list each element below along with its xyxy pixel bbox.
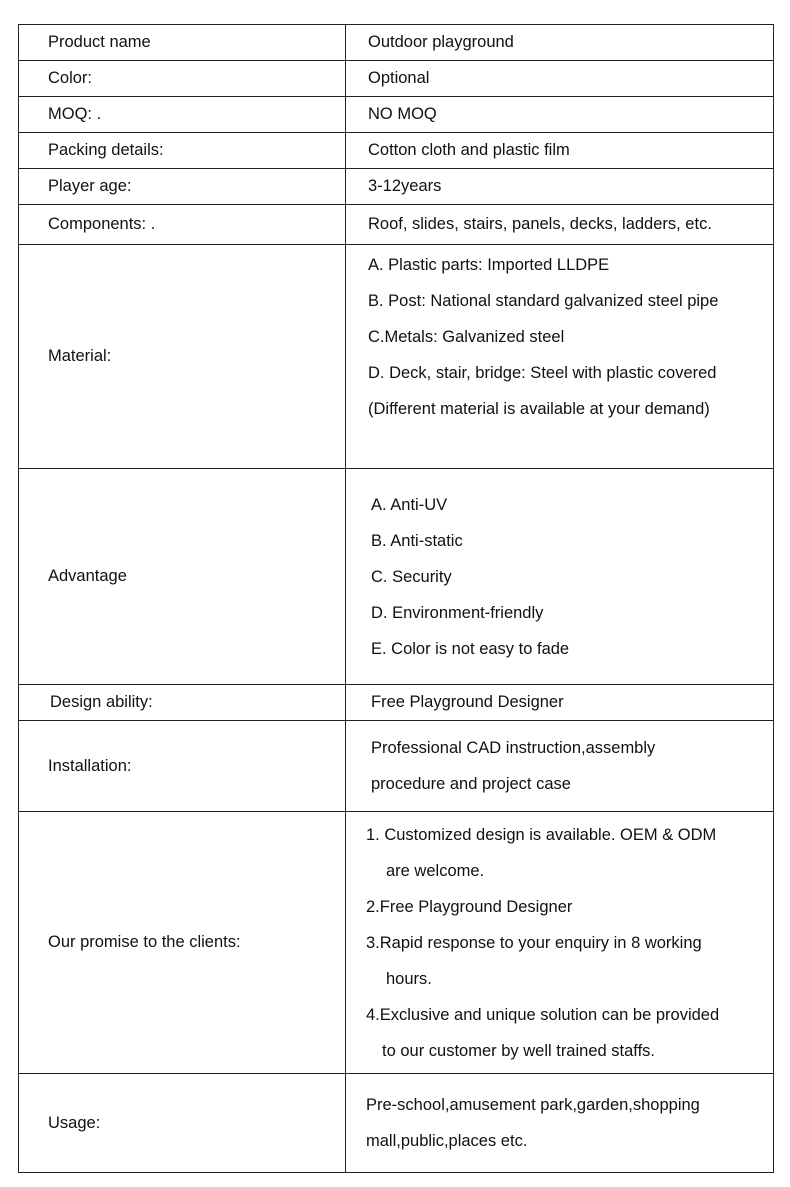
material-line: A. Plastic parts: Imported LLDPE <box>368 256 610 274</box>
table-row <box>19 205 774 245</box>
table-row <box>19 169 774 205</box>
row-label: Material: <box>19 245 346 469</box>
row-label: Usage: <box>19 1074 346 1173</box>
promise-line: 1. Customized design is available. OEM & ODM <box>366 825 717 844</box>
promise-line: 3.Rapid response to your enquiry in 8 working <box>366 933 702 952</box>
row-value <box>346 245 774 469</box>
row-label: Product name <box>19 25 346 61</box>
row-label: Player age: <box>19 169 346 205</box>
material-line: (Different material is available at your demand) <box>368 400 710 418</box>
installation-line: Professional CAD instruction,assembly <box>371 739 656 757</box>
row-label: MOQ: . <box>19 97 346 133</box>
row-value: Optional <box>346 61 774 97</box>
promise-line: are welcome. <box>386 861 485 880</box>
material-line: B. Post: National standard galvanized steel pipe <box>368 292 719 310</box>
row-label: Color: <box>19 61 346 97</box>
table-row <box>19 133 774 169</box>
row-label: Packing details: <box>19 133 346 169</box>
row-value <box>346 812 774 1074</box>
table-row <box>19 245 774 469</box>
row-value: Roof, slides, stairs, panels, decks, ladders, etc. <box>346 205 774 245</box>
usage-line: Pre-school,amusement park,garden,shopping <box>366 1096 700 1114</box>
product-spec-table <box>18 24 774 1173</box>
row-value: Cotton cloth and plastic film <box>346 133 774 169</box>
row-label: Components: . <box>19 205 346 245</box>
table-row <box>19 61 774 97</box>
promise-line: to our customer by well trained staffs. <box>382 1041 655 1060</box>
row-value <box>346 721 774 812</box>
promise-line: 4.Exclusive and unique solution can be provided <box>366 1005 720 1024</box>
row-label: Installation: <box>19 721 346 812</box>
promise-line: 2.Free Playground Designer <box>366 897 573 916</box>
row-label: Our promise to the clients: <box>19 812 346 1074</box>
table-row <box>19 469 774 685</box>
row-value: Outdoor playground <box>346 25 774 61</box>
material-line: D. Deck, stair, bridge: Steel with plastic covered <box>368 364 717 382</box>
advantage-line: A. Anti-UV <box>371 495 448 514</box>
installation-line: procedure and project case <box>371 775 571 793</box>
row-label: Advantage <box>19 469 346 685</box>
row-value <box>346 1074 774 1173</box>
table-row <box>19 25 774 61</box>
advantage-line: B. Anti-static <box>371 531 463 550</box>
table-row <box>19 1074 774 1173</box>
promise-line: hours. <box>386 969 432 988</box>
advantage-line: C. Security <box>371 567 452 586</box>
row-value: Free Playground Designer <box>346 685 774 721</box>
table-row <box>19 812 774 1074</box>
table-row <box>19 97 774 133</box>
advantage-line: D. Environment-friendly <box>371 603 544 622</box>
row-value: 3-12years <box>346 169 774 205</box>
row-value <box>346 469 774 685</box>
material-line: C.Metals: Galvanized steel <box>368 328 565 346</box>
row-label: Design ability: <box>19 685 346 721</box>
row-value: NO MOQ <box>346 97 774 133</box>
table-row <box>19 721 774 812</box>
table-row <box>19 685 774 721</box>
advantage-line: E. Color is not easy to fade <box>371 639 570 658</box>
usage-line: mall,public,places etc. <box>366 1132 528 1150</box>
